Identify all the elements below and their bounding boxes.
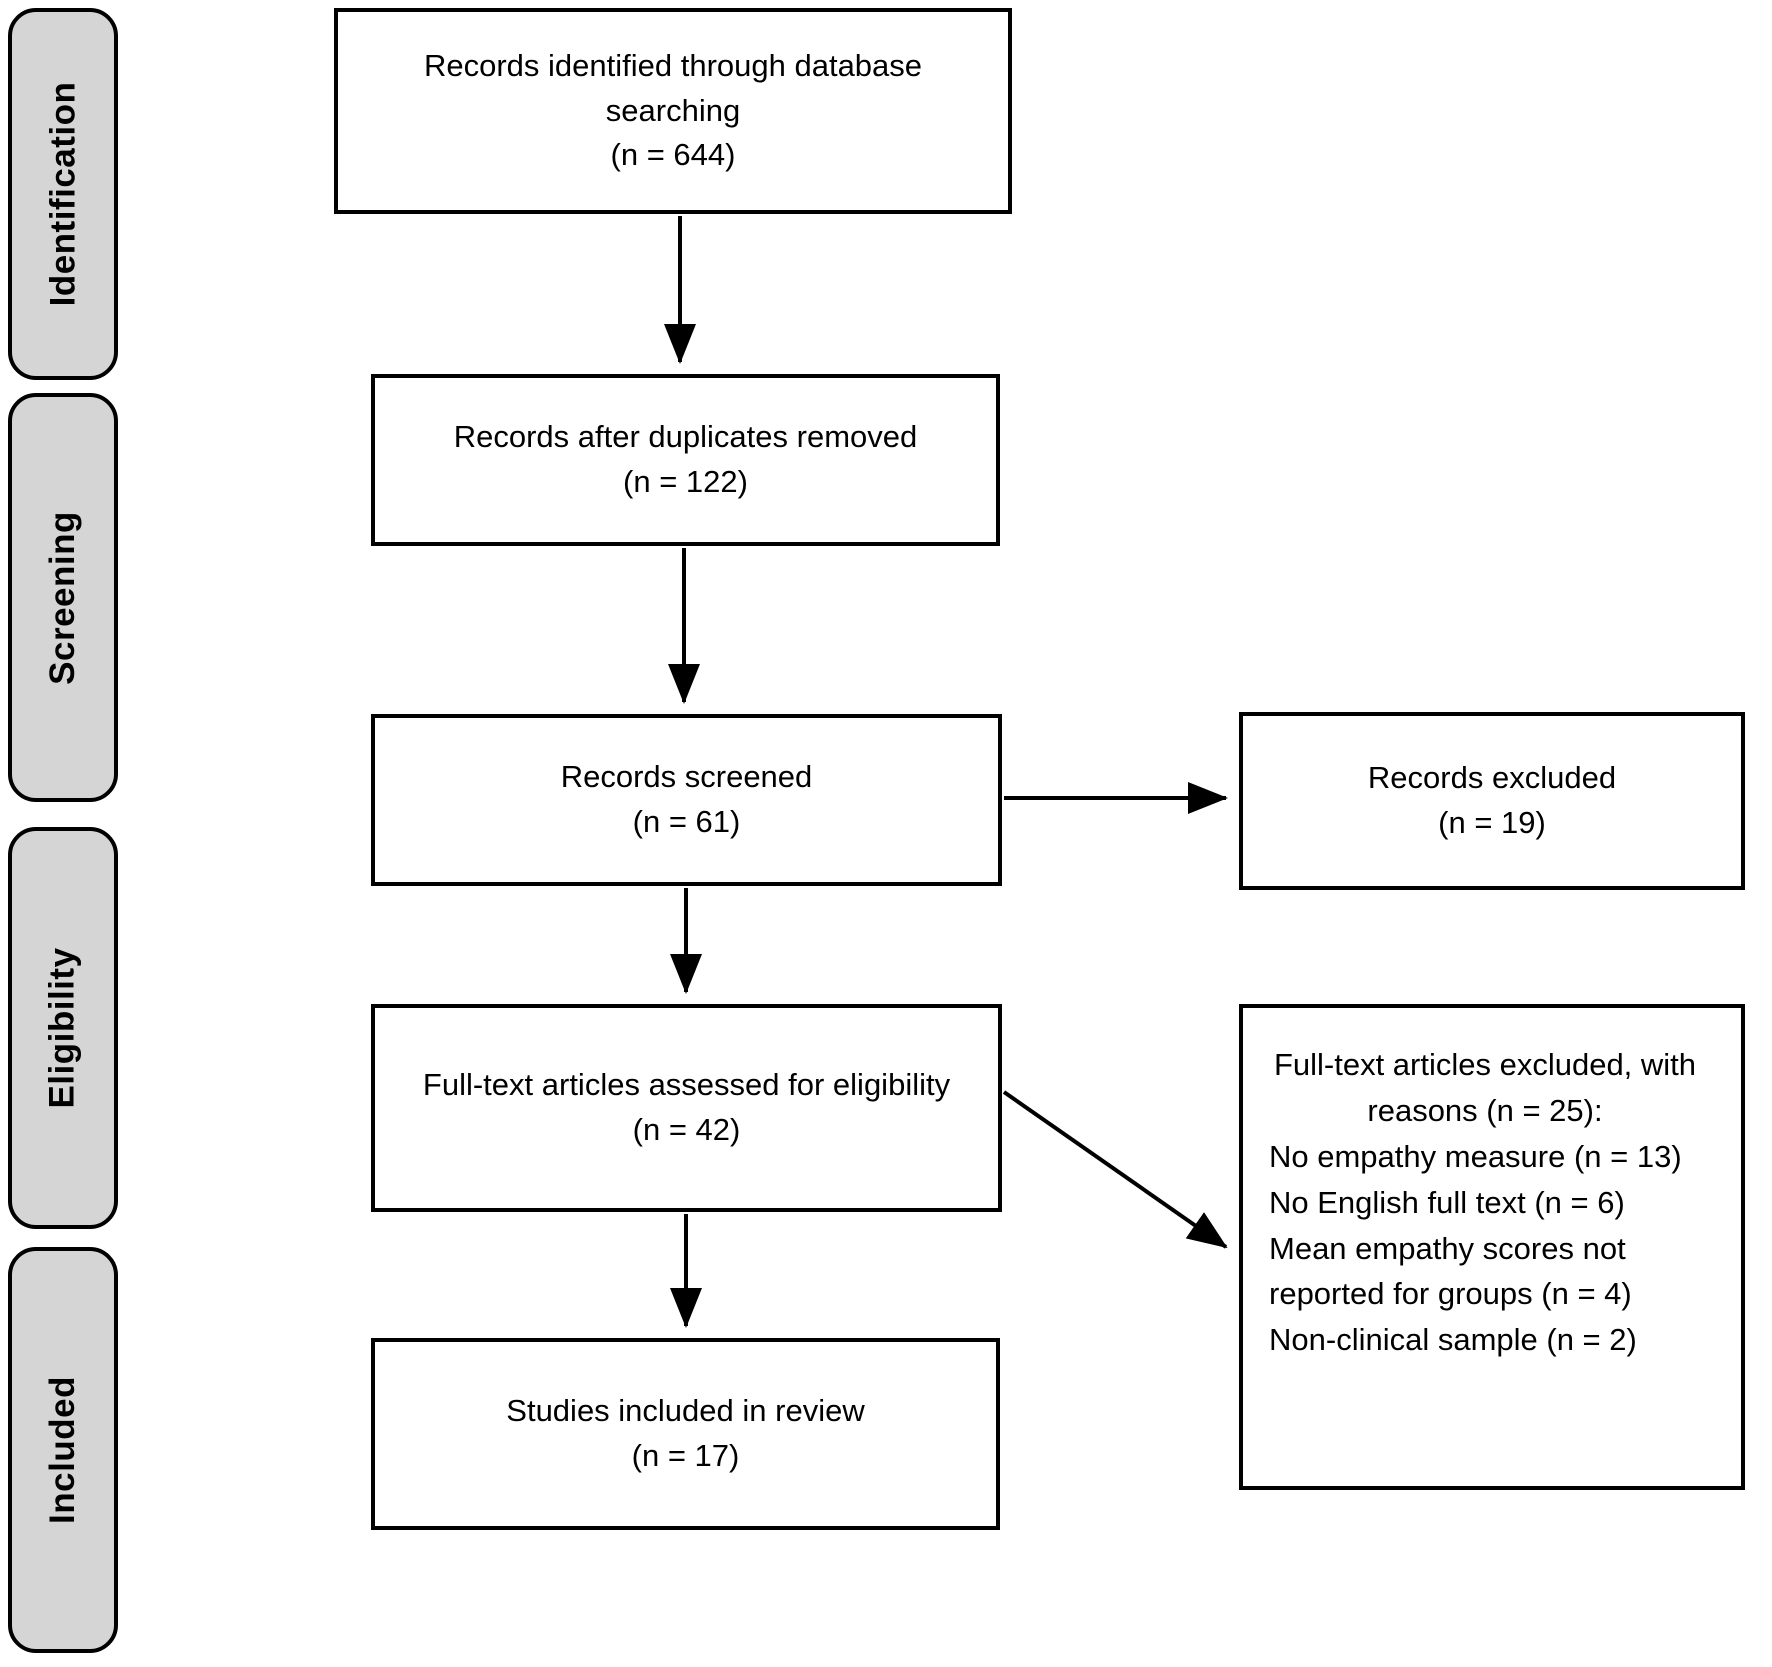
box-fulltext-assessed: [371, 1004, 1002, 1212]
box-fulltext-assessed-count: (n = 42): [632, 1112, 741, 1147]
box-studies-included: [371, 1338, 1000, 1530]
stage-eligibility: [8, 827, 118, 1229]
stage-included: [8, 1247, 118, 1653]
box-fulltext-excluded-reason: Non-clinical sample (n = 2): [1269, 1322, 1637, 1358]
box-records-excluded: [1239, 712, 1745, 890]
box-records-excluded-count: (n = 19): [1438, 805, 1546, 840]
box-records-after-duplicates: [371, 374, 1000, 546]
box-fulltext-excluded-reason: Mean empathy scores not reported for groups (n = 4): [1269, 1230, 1632, 1312]
box-fulltext-excluded-reason: No English full text (n = 6): [1269, 1184, 1625, 1220]
stage-included-label: Included: [43, 1376, 82, 1524]
stage-screening: [8, 393, 118, 802]
box-records-identified-text: Records identified through database searching: [423, 47, 923, 128]
box-studies-included-text: Studies included in review: [506, 1393, 865, 1429]
box-records-excluded-text: Records excluded: [1367, 760, 1617, 796]
stage-identification: [8, 8, 118, 380]
box-fulltext-assessed-text: Full-text articles assessed for eligibility: [422, 1067, 951, 1103]
box-fulltext-excluded-header: Full-text articles excluded, with reasons (n = 25):: [1273, 1047, 1697, 1128]
box-studies-included-count: (n = 17): [631, 1438, 740, 1473]
box-records-after-duplicates-text: Records after duplicates removed: [453, 419, 918, 455]
stage-eligibility-label: Eligibility: [43, 947, 83, 1109]
stage-identification-label: Identification: [43, 81, 82, 307]
box-records-screened-text: Records screened: [560, 759, 813, 795]
stage-screening-label: Screening: [43, 510, 83, 685]
box-fulltext-excluded: [1239, 1004, 1745, 1490]
box-records-screened-count: (n = 61): [632, 804, 741, 839]
arrow-fulltext-to-fulltext-excluded-icon: [1004, 1092, 1226, 1247]
box-records-identified: [334, 8, 1012, 214]
box-records-identified-count: (n = 644): [610, 137, 736, 173]
box-records-screened: [371, 714, 1002, 886]
box-records-after-duplicates-count: (n = 122): [623, 464, 748, 499]
box-fulltext-excluded-reason: No empathy measure (n = 13): [1269, 1138, 1682, 1174]
